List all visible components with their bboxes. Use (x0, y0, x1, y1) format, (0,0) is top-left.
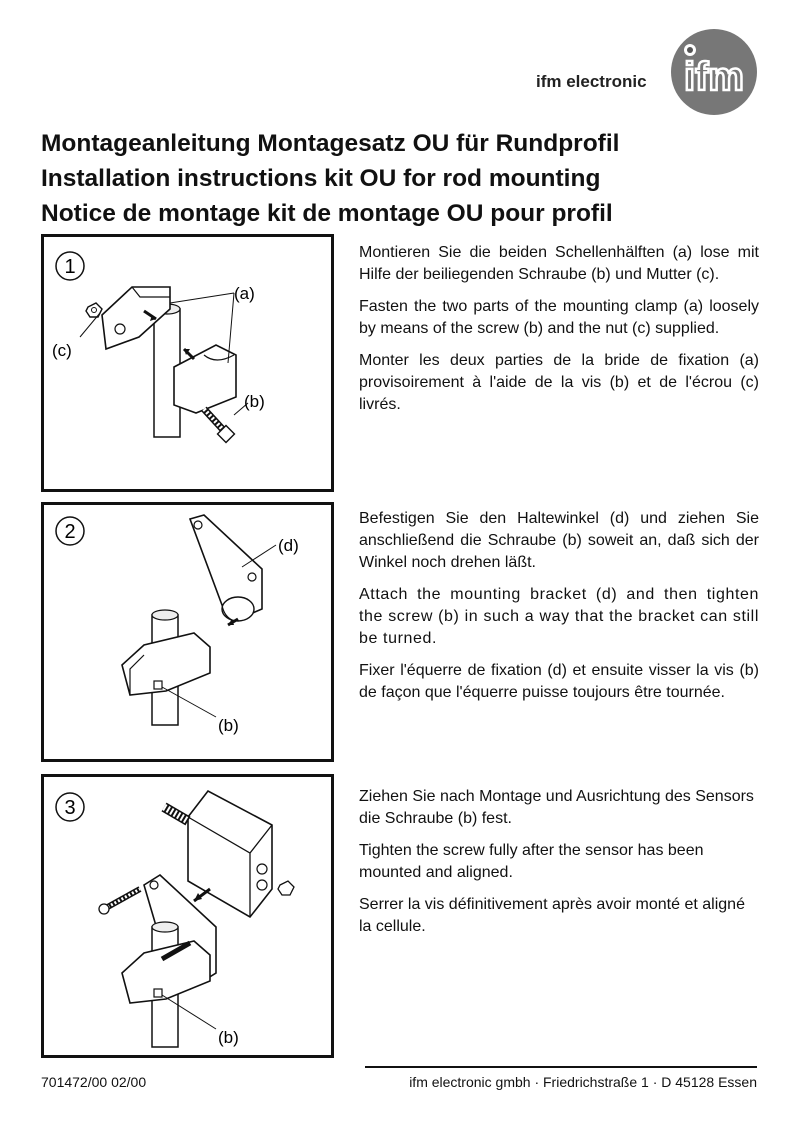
step2-text (359, 508, 759, 714)
label-b: (b) (218, 1028, 239, 1047)
step2-number: 2 (64, 521, 76, 543)
step1-text (359, 242, 759, 426)
step3-figure-panel (41, 774, 334, 1058)
logo-text: ifm (684, 55, 744, 99)
step3-number: 3 (64, 797, 76, 819)
clamp-assembled (122, 941, 210, 1003)
step1-illustration (44, 237, 337, 495)
title-english: Installation instructions kit OU for rod mounting (41, 165, 601, 192)
step1-text-french: Monter les deux parties de la bride de fixation (a) provisoirement à l'aide de la vis (b) et de l'écrou (c) livrés. (359, 352, 759, 413)
step1-text-english: Fasten the two parts of the mounting clamp (a) loosely by means of the screw (b) and the nut (c) supplied. (359, 298, 759, 337)
step2-figure-panel (41, 502, 334, 762)
step3-text-german: Ziehen Sie nach Montage und Ausrichtung des Sensors die Schraube (b) fest. (359, 788, 754, 827)
document-number: 701472/00 02/00 (41, 1074, 147, 1090)
nut (278, 881, 294, 895)
brand-name: ifm electronic (536, 72, 647, 91)
title-block (41, 126, 619, 231)
step1-text-german: Montieren Sie die beiden Schellenhälften (a) lose mit Hilfe der beiliegenden Schraube (b) und Mutter (c). (359, 244, 759, 283)
step2-illustration (44, 505, 337, 765)
step1-figure-panel (41, 234, 334, 492)
footer-divider (365, 1066, 757, 1068)
title-german: Montageanleitung Montagesatz OU für Rundprofil (41, 130, 620, 157)
company-address: ifm electronic gmbh · Friedrichstraße 1 · D 45128 Essen (409, 1074, 757, 1090)
step3-illustration (44, 777, 337, 1061)
title-french: Notice de montage kit de montage OU pour profil (41, 200, 613, 227)
step3-text (359, 786, 759, 948)
step3-text-english: Tighten the screw fully after the sensor has been mounted and aligned. (359, 842, 704, 881)
label-c: (c) (52, 341, 72, 360)
step1-number: 1 (64, 256, 76, 278)
label-b: (b) (244, 392, 265, 411)
step2-text-english: Attach the mounting bracket (d) and then tighten the screw (b) in such a way that the bracket can still be turned. (359, 586, 759, 647)
label-a: (a) (234, 284, 255, 303)
ifm-logo (670, 28, 758, 116)
step2-text-german: Befestigen Sie den Haltewinkel (d) und ziehen Sie anschließend die Schraube (b) soweit an, daß sich der Winkel noch drehen läßt. (359, 510, 759, 571)
label-d: (d) (278, 536, 299, 555)
step2-text-french: Fixer l'équerre de fixation (d) et ensuite visser la vis (b) de façon que l'équerre puisse toujours être tournée. (359, 662, 759, 701)
label-b: (b) (218, 716, 239, 735)
step3-text-french: Serrer la vis définitivement après avoir monté et aligné la cellule. (359, 896, 745, 935)
